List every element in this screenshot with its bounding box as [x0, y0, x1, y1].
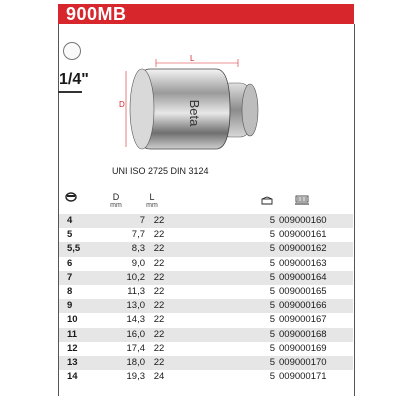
table-row [59, 370, 353, 384]
product-title: 900MB [66, 4, 127, 24]
code-cell: 009000161 [279, 229, 327, 241]
l-cell: 22 [153, 314, 165, 326]
column-d-header [106, 192, 126, 209]
size-cell: 11 [67, 328, 78, 340]
code-cell: 009000165 [279, 285, 327, 297]
qty-cell: 5 [269, 215, 275, 226]
l-cell: 22 [153, 229, 165, 241]
box-icon [261, 196, 273, 205]
l-cell: 22 [153, 271, 165, 283]
l-cell: 22 [153, 328, 165, 340]
table-row [59, 257, 353, 271]
drive-size-underline [58, 91, 82, 93]
code-cell: 009000169 [279, 342, 327, 354]
dimension-l-label: L [190, 54, 195, 63]
code-cell: 009000164 [279, 271, 327, 283]
d-cell: 8,3 [131, 243, 145, 255]
l-cell: 24 [153, 371, 165, 383]
l-cell: 22 [153, 342, 165, 354]
table-row [59, 242, 353, 256]
code-cell: 009000163 [279, 257, 327, 269]
size-cell: 6 [67, 257, 73, 269]
drive-size-label: 1/4" [59, 71, 89, 88]
circle-icon [63, 42, 81, 60]
code-cell: 009000171 [279, 371, 327, 383]
column-l-title: L [149, 192, 155, 202]
column-l-unit: mm [146, 202, 158, 209]
code-cell: 009000162 [279, 243, 327, 255]
qty-cell: 5 [269, 271, 275, 283]
size-cell: 8 [67, 285, 73, 297]
d-cell: 18,0 [126, 356, 145, 368]
size-cell: 5,5 [67, 243, 81, 255]
size-cell: 9 [67, 300, 73, 312]
qty-cell: 5 [269, 243, 275, 255]
l-cell: 22 [153, 215, 165, 226]
table-row [59, 299, 353, 313]
qty-cell: 5 [269, 356, 275, 368]
svg-text:Beta: Beta [187, 99, 202, 127]
table-row [59, 313, 353, 327]
size-cell: 10 [67, 314, 78, 326]
l-cell: 22 [153, 257, 165, 269]
qty-cell: 5 [269, 342, 275, 354]
code-cell: 009000166 [279, 300, 327, 312]
d-cell: 14,3 [126, 314, 145, 326]
code-cell: 009000160 [279, 215, 327, 226]
l-cell: 22 [153, 300, 165, 312]
socket-illustration [110, 55, 290, 155]
size-cell: 5 [67, 229, 73, 241]
qty-cell: 5 [269, 257, 275, 269]
size-cell: 14 [67, 371, 78, 383]
qty-cell: 5 [269, 328, 275, 340]
l-cell: 22 [153, 285, 165, 297]
table-row [59, 342, 353, 356]
twelve-point-icon [65, 192, 77, 202]
drive-size-badge [58, 71, 89, 93]
table-row [59, 328, 353, 342]
qty-cell: 5 [269, 229, 275, 241]
l-cell: 22 [153, 243, 165, 255]
dimension-d-label: D [119, 100, 125, 109]
title-bar [58, 4, 354, 24]
d-cell: 11,3 [127, 285, 145, 297]
d-cell: 17,4 [126, 342, 145, 354]
size-cell: 4 [67, 215, 73, 226]
barcode-icon [295, 195, 309, 205]
d-cell: 10,2 [126, 271, 145, 283]
table-row [59, 228, 353, 242]
d-cell: 9,0 [131, 257, 145, 269]
code-cell: 009000170 [279, 356, 327, 368]
d-cell: 16,0 [126, 328, 145, 340]
d-cell: 19,3 [126, 371, 145, 383]
product-table [59, 214, 353, 384]
table-row [59, 356, 353, 370]
qty-cell: 5 [269, 371, 275, 383]
d-cell: 13,0 [126, 300, 145, 312]
standard-reference: UNI ISO 2725 DIN 3124 [112, 166, 209, 176]
column-l-header [142, 192, 162, 209]
qty-cell: 5 [269, 285, 275, 297]
table-row [59, 214, 353, 228]
frame-right-rule [354, 24, 355, 396]
size-cell: 12 [67, 342, 78, 354]
table-row [59, 271, 353, 285]
table-row [59, 285, 353, 299]
column-d-title: D [112, 192, 120, 202]
column-d-unit: mm [110, 202, 122, 209]
qty-cell: 5 [269, 314, 275, 326]
size-cell: 7 [67, 271, 73, 283]
d-cell: 7,7 [131, 229, 145, 241]
d-cell: 7 [139, 215, 145, 226]
l-cell: 22 [153, 356, 165, 368]
size-cell: 13 [67, 356, 78, 368]
code-cell: 009000168 [279, 328, 327, 340]
code-cell: 009000167 [279, 314, 327, 326]
qty-cell: 5 [269, 300, 275, 312]
